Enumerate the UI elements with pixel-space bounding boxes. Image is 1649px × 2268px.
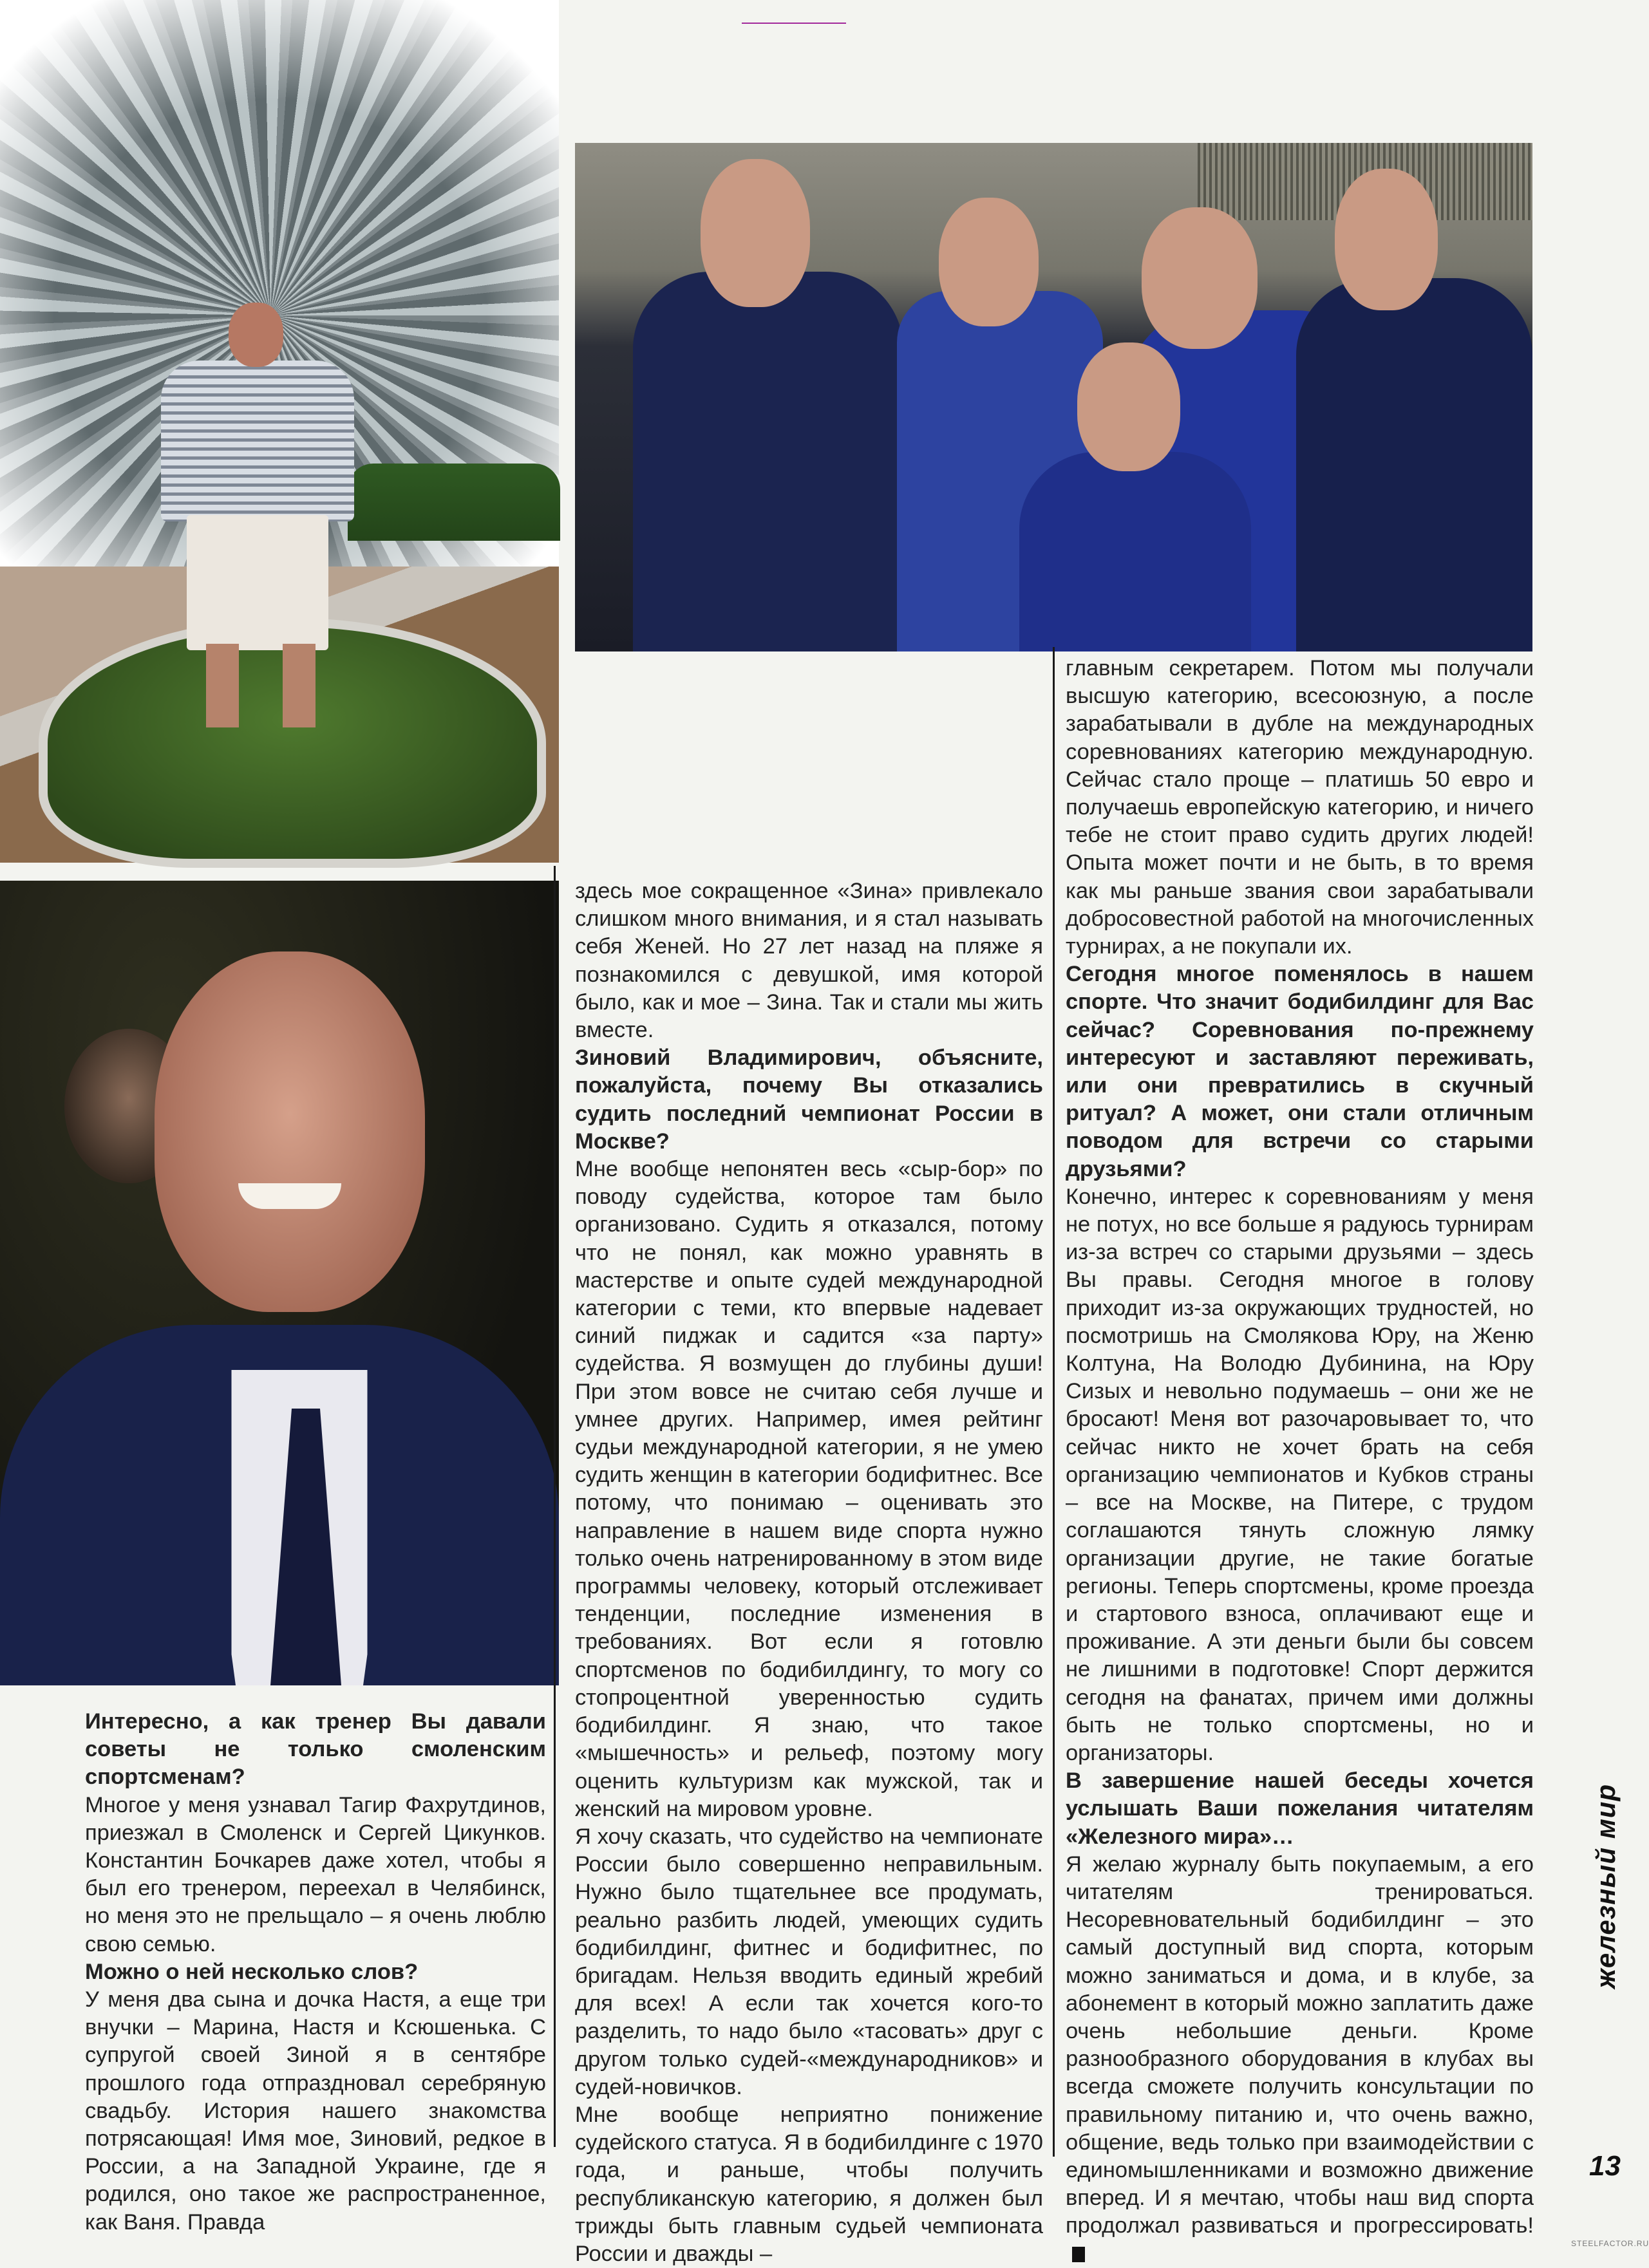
person-5-suit — [1296, 278, 1532, 651]
striped-shirt — [161, 361, 354, 521]
interview-answer: Мне вообще непонятен весь «сыр-бор» по поводу судейства, которое там было организовано. Судить я отказался, потому что не понял, как можно уравнять в мастерстве и опыте судей международной категории с теми, кто впервые надевает синий пиджак и садится «за парту» судейства. Я возмущен до глубины души! При этом вовсе не считаю себя лучше и умнее других. Например, имея рейтинг судьи международной категории, я не умею судить женщин в категории бодифитнес. Все потому, что понимаю – оценивать это направление в нашем виде спорта нужно только очень натренированному в этом виде программы человеку, который отслеживает тенденции, последние изменения в требованиях. Вот если я готовлю спортсменов по бодибилдингу, то могу со стопроцентной уверенностью судить бодибилдинг. Я знаю, что такое «мышечность» и рельеф, поэтому могу оценить культуризм как мужской, так и женский на мировом уровне. — [575, 1157, 1043, 1821]
interview-answer: У меня два сына и дочка Настя, а еще три внучки – Марина, Настя и Ксюшенька. С супругой своей Зиной я в сентябре прошлого года отпраздновал серебряную свадьбу. История нашего знакомства потрясающая! Имя мое, Зиновий, редкое в России, а на Западной Украине, где я родился, оно такое же распространенное, как Ваня. Правда — [85, 1987, 546, 2235]
person-3-face — [1077, 342, 1180, 471]
page-number: 13 — [1589, 2150, 1621, 2182]
watermark: STEELFACTOR.RU — [1571, 2239, 1649, 2248]
article-column-right — [1066, 655, 1534, 2268]
article-column-left — [85, 1708, 546, 2236]
interview-answer: Многое у меня узнавал Тагир Фахрутдинов, приезжал в Смоленск и Сергей Цикунков. Константин Бочкарев даже хотел, чтобы я был его тренером, переехал в Челябинск, но меня это не прельщало – я очень люблю свою семью. — [85, 1792, 546, 1956]
white-shorts — [187, 515, 328, 650]
interview-question: Зиновий Владимирович, объясните, пожалуйста, почему Вы отказались судить последний чемпионат России в Москве? — [575, 1045, 1043, 1154]
interview-answer: Мне вообще неприятно понижение судейского статуса. Я в бодибилдинге с 1970 года, и раньше, чтобы получить республиканскую категорию, я должен был трижды быть главным судьей чемпионата России и дважды – — [575, 2102, 1043, 2266]
photo-palm-tree — [0, 0, 559, 863]
person-5-face — [1335, 169, 1438, 310]
person-1-face — [701, 159, 810, 307]
head — [229, 303, 283, 367]
interview-question: Интересно, а как тренер Вы давали советы не только смоленским спортсменам? — [85, 1709, 546, 1790]
magazine-name: железный мир — [1590, 1783, 1621, 1989]
person-3-suit — [1019, 452, 1251, 651]
interview-question: Сегодня многое поменялось в нашем спорте. Что значит бодибилдинг для Вас сейчас? Соревнования по-прежнему интересуют и заставляют переживать, или они превратились в скучный ритуал? А может, они стали отличным поводом для встречи со старыми друзьями? — [1066, 962, 1534, 1181]
person-1-suit — [633, 272, 903, 651]
interview-answer: Я хочу сказать, что судейство на чемпионате России было совершенно неправильным. Нужно было тщательнее все продумать, реально разбить людей, умеющих судить бодибилдинг, фитнес и бодифитнес, по бригадам. Нельзя вводить единый жребий для всех! А если так хочется кого-то разделить, то надо было «тасовать» друг с другом только судей-«международников» и судей-новичков. — [575, 1824, 1043, 2099]
person-2-face — [939, 198, 1039, 326]
interview-question: Можно о ней несколько слов? — [85, 1959, 419, 1984]
head — [155, 951, 425, 1312]
article-column-middle — [575, 877, 1043, 2268]
legs — [206, 644, 316, 727]
person-4-face — [1142, 207, 1258, 349]
column-divider-right — [1053, 647, 1055, 2157]
photo-group — [575, 143, 1532, 651]
interview-question: В завершение нашей беседы хочется услышать Ваши пожелания читателям «Железного мира»… — [1066, 1768, 1534, 1849]
column-divider-left — [554, 866, 556, 2147]
hedge — [348, 464, 560, 541]
interview-answer: Я желаю журналу быть покупаемым, а его читателям тренироваться. Несоревновательный бодибилдинг – это самый доступный вид спорта, которым можно заниматься и дома, и в клубе, за абонемент в который можно заплатить даже очень небольшие деньги. Кроме разнообразного оборудования в клубах вы всегда сможете получить консультации по правильному питанию и, что очень важно, общение, ведь только при взаимодействии с единомышленниками и возможно движение вперед. И я мечтаю, чтобы наш вид спорта продолжал развиваться и прогрессировать! — [1066, 1851, 1534, 2268]
smile — [238, 1183, 341, 1209]
interview-answer: главным секретарем. Потом мы получали высшую категорию, всесоюзную, а после зарабатывали в дубле на международных соревнованиях категорию международную. Сейчас стало проще – платишь 50 евро и получаешь европейскую категорию, и ничего тебе не стоит право судить других людей! Опыта может почти и не быть, в то время как мы раньше звания свои зарабатывали добросовестной работой на многочисленных турнирах, а не покупали их. — [1066, 656, 1534, 959]
interview-answer: Конечно, интерес к соревнованиям у меня не потух, но все больше я радуюсь турнирам из-за встреч со старыми друзьями – здесь Вы правы. Сегодня многое в голову приходит из-за окружающих трудностей, но посмотришь на Смолякова Юру, на Женю Колтуна, На Володю Дубинина, на Юру Сизых и невольно подумаешь – они же не бросают! Меня вот разочаровывает то, что сейчас никто не хочет брать на себя организацию чемпионатов и Кубков страны – все на Москве, на Питере, с трудом соглашаются тянуть сложную лямку организации другие, не такие богатые регионы. Теперь спортсмены, кроме проезда и стартового взноса, оплачивают еще и проживание. А эти деньги были бы совсем не лишними в подготовке! Спорт держится сегодня на фанатах, причем ими должны быть не только спортсмены, но и организаторы. — [1066, 1184, 1534, 1765]
accent-rule — [742, 23, 846, 24]
end-of-article-mark — [1072, 2247, 1085, 2262]
interview-answer: здесь мое сокращенное «Зина» привлекало слишком много внимания, и я стал называть себя Женей. Но 27 лет назад на пляже я познакомился с девушкой, имя которой было, как и мое – Зина. Так и стали мы жить вместе. — [575, 879, 1043, 1043]
photo-portrait — [0, 881, 559, 1685]
